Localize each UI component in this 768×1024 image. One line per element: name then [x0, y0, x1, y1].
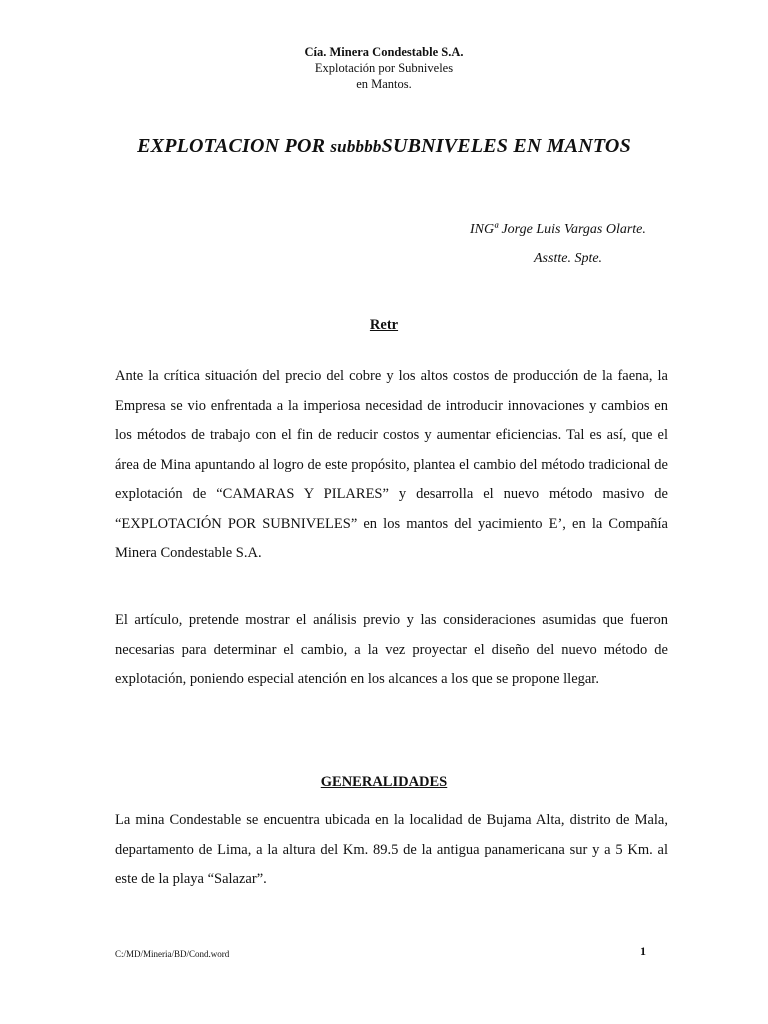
- section-heading-retr: Retr: [369, 317, 399, 333]
- header-company: Cía. Minera Condestable S.A.: [304, 45, 464, 59]
- header-subtitle-line2: en Mantos.: [356, 77, 412, 91]
- paragraph-intro: Ante la crítica situación del precio del cobre y los altos costos de producción de la faena, la Empresa se vio enfrentada a la imperiosa necesidad de introducir innovaciones y cambios en los métodos de trabajo con el fin de reducir costos y aumentar eficiencias. Tal es así, que el área de Mina apuntando al logro de este propósito, plantea el cambio del método tradicional de explotación de “CAMARAS Y PILARES” y desarrolla el nuevo método masivo de “EXPLOTACIÓN POR SUBNIVELES” en los mantos del yacimiento E’, en la Compañía Minera Condestable S.A.: [115, 368, 668, 561]
- title-part2: subbbb: [330, 137, 382, 156]
- author-name: INGª Jorge Luis Vargas Olarte.: [470, 222, 646, 237]
- title-part3: SUBNIVELES EN MANTOS: [381, 135, 631, 157]
- header-subtitle-line1: Explotación por Subniveles: [314, 61, 454, 75]
- footer-file-path: C:/MD/Mineria/BD/Cond.word: [115, 949, 230, 959]
- title-part1: EXPLOTACION POR: [137, 135, 331, 157]
- paragraph-article-purpose: El artículo, pretende mostrar el análisis previo y las consideraciones asumidas que fueron necesarias para determinar el cambio, a la vez proyectar el diseño del nuevo método de explotación, poniendo especial atención en los alcances a los que se propone llegar.: [115, 612, 668, 687]
- document-title: [0, 133, 768, 160]
- document-header: [0, 44, 768, 92]
- page-number: 1: [640, 944, 646, 958]
- section-heading-generalidades: GENERALIDADES: [320, 774, 448, 790]
- author-role: Asstte. Spte.: [534, 251, 603, 266]
- paragraph-location: La mina Condestable se encuentra ubicada en la localidad de Bujama Alta, distrito de Mala, departamento de Lima, a la altura del Km. 89.5 de la antigua panamericana sur y a 5 Km. al este de la playa “Salazar”.: [115, 812, 668, 887]
